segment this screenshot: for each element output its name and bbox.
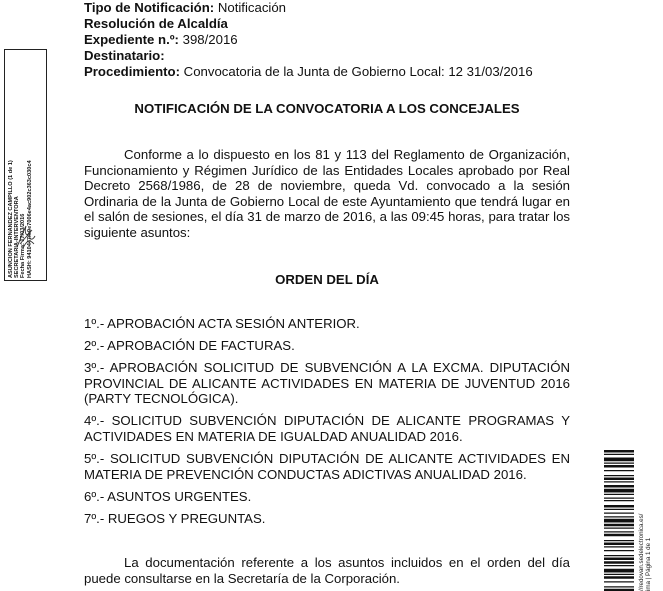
barcode-bar (604, 465, 634, 468)
barcode-bar (604, 513, 634, 514)
signature-signer: ASUNCION FERNANDEZ CAMPILLO (1 de 1) (8, 160, 14, 278)
barcode-bar (604, 569, 634, 573)
intro-paragraph: Conforme a lo dispuesto en los 81 y 113 del Reglamento de Organización, Funcionamiento y Régimen Jurídico de las Entidades Locales aprobado por Real Decreto 2568/1986, de 28 de noviembre, queda Vd. convocado a la sesión Ordinaria de la Junta de Gobierno Local de este Ayuntamiento que tendrá lugar en el salón de sesiones, el día 31 de marzo de 2016, a las 09:45 horas, para tratar los siguiente asuntos: (84, 147, 570, 240)
header-destinatario-row (84, 48, 533, 64)
barcode-bar (604, 558, 634, 561)
expediente-label: Expediente n.º: (84, 32, 179, 47)
resolucion-label: Resolución de Alcaldía (84, 16, 228, 31)
barcode-bar (604, 540, 634, 541)
signature-date: Fecha Firma: 17/03/2016 (20, 213, 27, 278)
closing-paragraph: La documentación referente a los asuntos incluidos en el orden del día puede consultarse en la Secretaría de la Corporación. (84, 555, 570, 586)
barcode-bar (604, 489, 634, 493)
barcode-bar (604, 555, 634, 556)
barcode-bar (604, 565, 634, 566)
agenda-title: ORDEN DEL DÍA (275, 272, 379, 287)
destinatario-label: Destinatario: (84, 48, 165, 63)
barcode-bar (604, 485, 634, 488)
signature-role: SECRETARIA-INTERVENTORA (14, 196, 21, 278)
verification-page-line: ima | Página 1 de 1 (645, 537, 652, 591)
header-procedimiento-row (84, 64, 533, 80)
barcode-bar (604, 481, 634, 482)
header-expediente-row (84, 32, 533, 48)
barcode-bar (604, 494, 634, 495)
barcode-bar (604, 561, 634, 564)
barcode-bar (604, 576, 634, 579)
agenda-item: 5º.- SOLICITUD SUBVENCIÓN DIPUTACIÓN DE ALICANTE ACTIVIDADES EN MATERIA DE PREVENCIÓN CONDUCTAS ADICTIVAS ANUALIDAD 2016. (84, 451, 570, 482)
tipo-value: Notificación (217, 0, 287, 15)
header-resolucion-row (84, 16, 533, 32)
expediente-value: 398/2016 (182, 32, 238, 47)
handwritten-signature-icon (14, 222, 38, 250)
barcode-bar (604, 500, 634, 501)
barcode-bar (604, 470, 634, 471)
barcode-bar (604, 524, 634, 527)
barcode-bar (604, 475, 634, 476)
barcode-bar (604, 516, 634, 517)
procedimiento-value: Convocatoria de la Junta de Gobierno Local: 12 31/03/2016 (183, 64, 533, 79)
barcode-bar (604, 550, 634, 551)
barcode-bar (604, 528, 634, 529)
verification-url-line: //redovan.sedelectronica.es/ (638, 513, 645, 591)
agenda-item: 6º.- ASUNTOS URGENTES. (84, 488, 252, 504)
barcode-bar (604, 531, 634, 532)
agenda-item: 7º.- RUEGOS Y PREGUNTAS. (84, 510, 266, 526)
barcode-bar (604, 574, 634, 575)
barcode-bar (604, 509, 634, 510)
barcode-bar (604, 534, 634, 537)
document-title: NOTIFICACIÓN DE LA CONVOCATORIA A LOS CONCEJALES (134, 101, 520, 116)
verification-url (638, 470, 658, 591)
agenda-item: 3º.- APROBACIÓN SOLICITUD DE SUBVENCIÓN A LA EXCMA. DIPUTACIÓN PROVINCIAL DE ALICANTE ACTIVIDADES EN MATERIA DE JUVENTUD 2016 (PARTY TECNOLÓGICA). (84, 360, 570, 407)
barcode-bar (604, 454, 634, 455)
tipo-label: Tipo de Notificación: (84, 0, 215, 15)
barcode-bar (604, 519, 634, 523)
barcode-icon (604, 450, 634, 591)
barcode-bar (604, 463, 634, 464)
agenda-list (84, 316, 570, 533)
barcode-bar (604, 586, 634, 587)
barcode-bar (604, 498, 634, 499)
barcode-bar (604, 546, 634, 547)
signature-hash: HASH: 9410447fe9e7006e4ac902c363c030c4 (26, 160, 33, 278)
barcode-bar (604, 450, 634, 453)
barcode-bar (604, 581, 634, 582)
barcode-bar (604, 478, 634, 481)
agenda-item: 4º.- SOLICITUD SUBVENCIÓN DIPUTACIÓN DE ALICANTE PROGRAMAS Y ACTIVIDADES EN MATERIA DE IGUALDAD ANUALIDAD 2016. (84, 413, 570, 445)
procedimiento-label: Procedimiento: (84, 64, 180, 79)
header-tipo-row (84, 0, 533, 16)
barcode-bar (604, 543, 634, 546)
agenda-item: 2º.- APROBACIÓN DE FACTURAS. (84, 338, 295, 354)
barcode-bar (604, 505, 634, 508)
barcode-bar (604, 458, 634, 462)
agenda-item: 1º.- APROBACIÓN ACTA SESIÓN ANTERIOR. (84, 316, 360, 331)
notification-header (84, 0, 533, 80)
